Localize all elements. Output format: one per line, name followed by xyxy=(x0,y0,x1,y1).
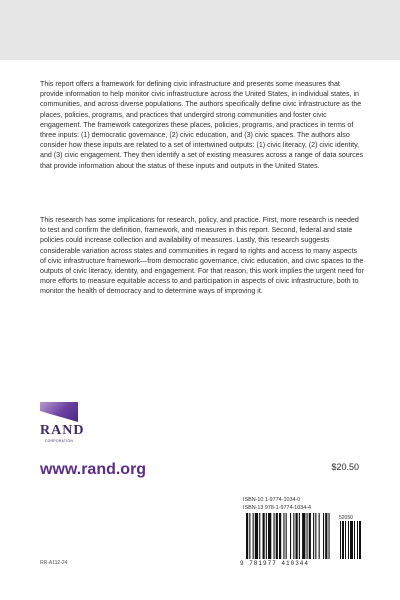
barcode-bar xyxy=(259,513,260,559)
price-label: $20.50 xyxy=(331,462,359,472)
barcode-bar xyxy=(293,513,294,559)
website-link[interactable]: www.rand.org xyxy=(40,461,147,478)
barcode-bar xyxy=(286,513,287,559)
barcode-bar xyxy=(313,513,314,559)
barcode-addon-bar xyxy=(350,521,353,559)
barcode-addon-bar xyxy=(342,521,344,559)
barcode-addon-bar xyxy=(345,521,346,559)
barcode-bar xyxy=(246,513,248,559)
barcode-bar xyxy=(276,513,278,559)
rand-logo xyxy=(40,402,85,448)
isbn-13: ISBN-13 978-1-9774-1034-4 xyxy=(243,505,312,511)
rand-logo-word: RAND xyxy=(40,423,85,438)
barcode-addon-bar xyxy=(357,521,358,559)
rand-logo-mark xyxy=(40,402,78,422)
barcode-bar xyxy=(296,513,298,559)
barcode-bar xyxy=(307,513,308,559)
barcode-addon-bar xyxy=(348,521,349,559)
barcode-bar xyxy=(323,513,324,559)
barcode-addon-number: 52050 xyxy=(339,515,353,521)
barcode-bar xyxy=(302,513,305,559)
barcode-bar xyxy=(290,513,291,559)
barcode-bar xyxy=(279,513,281,559)
barcode-bar xyxy=(325,513,327,559)
barcode-bar xyxy=(283,513,284,559)
barcode-bar xyxy=(274,513,275,559)
barcode-bar xyxy=(299,513,300,559)
barcode-bar xyxy=(266,513,267,559)
barcode-bar xyxy=(309,513,311,559)
summary-paragraph: This report offers a framework for defining civic infrastructure and presents some measures that provide information to help monitor civic infrastructure across the United States, in individual states, in communities, and across diverse populations. The authors specifically define civic infrastructure as the places, policies, programs, and practices that undergird strong communities and foster civic engagement. The framework categorizes these places, policies, programs, and practices in terms of three inputs: (1) democratic governance, (2) civic education, and (3) civic spaces. The authors also consider how these inputs are related to a set of intertwined outputs: (1) civic literacy, (2) civic identity, and (3) civic engagement. They then identify a set of existing measures across a range of data sources that provide information about the status of these inputs and outputs in the United States. xyxy=(40,80,364,170)
barcode-bar xyxy=(268,513,271,559)
report-number: RR-A112-24 xyxy=(40,560,68,566)
barcode-bar xyxy=(315,513,316,559)
barcode-addon-bar xyxy=(359,521,361,559)
barcode-addon-bar xyxy=(340,521,341,559)
barcode-bar xyxy=(249,513,250,559)
barcode-digits: 9 781977 410344 xyxy=(240,560,310,567)
barcode-bar xyxy=(329,513,330,559)
implications-paragraph: This research has some implications for research, policy, and practice. First, more research is needed to test and confirm the definition, framework, and measures in this report. Second, federal and state policies could increase collection and availability of measures. Lastly, this research suggests considerable variation across states and communities in regard to rights and access to many aspects of civic infrastructure framework—from democratic governance, civic education, and civic spaces to the outputs of civic literacy, identity, and engagement. For that reason, this work implies the urgent need for more efforts to measure equitable access to and participation in aspects of civic infrastructure, both to monitor the health of democracy and to determine ways of improving it. xyxy=(40,216,364,296)
barcode-addon-bar xyxy=(354,521,355,559)
top-gray-band xyxy=(0,0,400,60)
barcode-bar xyxy=(253,513,254,559)
barcode-bar xyxy=(319,513,320,559)
rand-logo-subtext: CORPORATION xyxy=(44,439,74,443)
barcode-bar xyxy=(255,513,258,559)
barcode-bar xyxy=(263,513,265,559)
isbn-10: ISBN-10 1-9774-1034-0 xyxy=(243,497,301,503)
